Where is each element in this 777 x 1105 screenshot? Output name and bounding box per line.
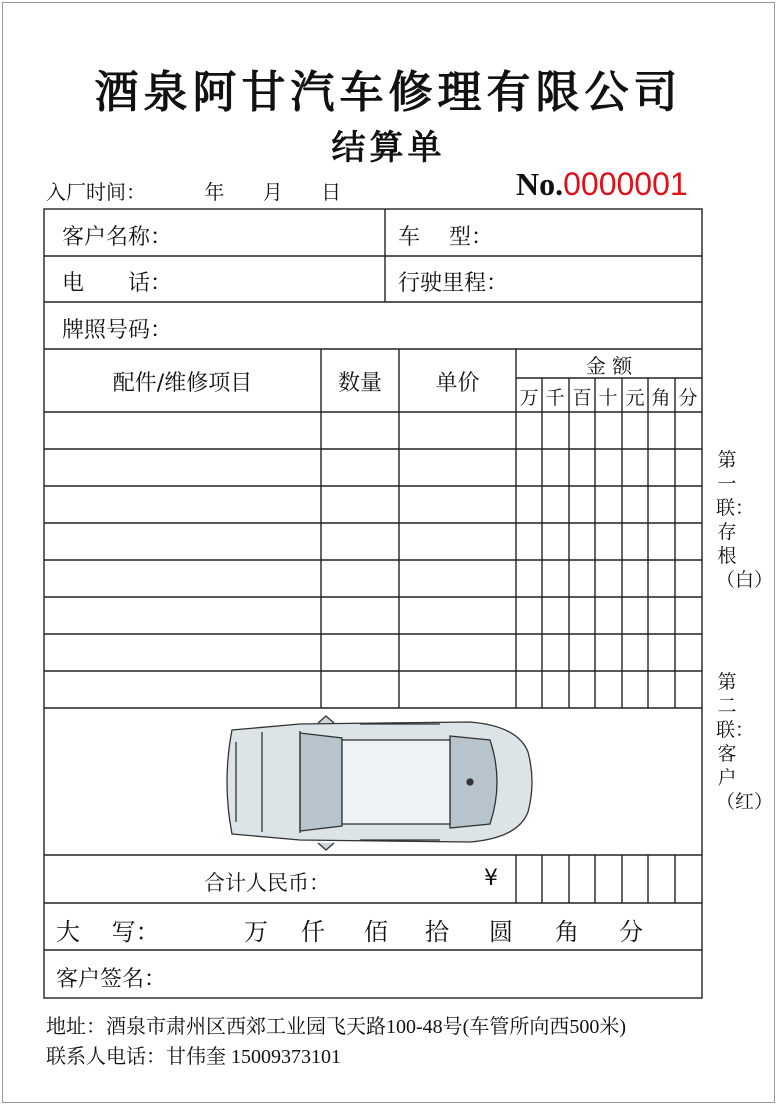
- doc-no-value: 0000001: [563, 166, 688, 202]
- document-title: 结算单: [331, 128, 446, 168]
- side-copy-first: 第一联：存根（白）: [716, 449, 774, 591]
- plate-label: 牌照号码：: [62, 318, 173, 343]
- entry-month: 月: [262, 180, 283, 204]
- side-copy-second: 第二联：客户（红）: [716, 671, 774, 813]
- currency-symbol: ¥: [484, 866, 498, 891]
- car-model-label: 车 型：: [398, 225, 493, 250]
- amount-column-header: 金 额: [585, 354, 633, 378]
- capital-unit-yuan: 圆: [489, 918, 513, 946]
- capital-unit-wan: 万: [244, 918, 268, 946]
- digit-qian: 千: [545, 387, 565, 409]
- entry-year: 年: [204, 180, 225, 204]
- capital-unit-fen: 分: [619, 918, 643, 946]
- item-column-header: 配件/维修项目: [112, 371, 253, 396]
- digit-wan: 万: [519, 387, 539, 409]
- entry-day: 日: [321, 180, 342, 204]
- digit-shi: 十: [598, 387, 618, 409]
- price-column-header: 单价: [435, 371, 480, 396]
- signature-label: 客户签名：: [56, 967, 167, 992]
- capital-unit-jiao: 角: [555, 918, 579, 946]
- capital-label: 大 写：: [56, 918, 160, 946]
- footer-address: 地址：酒泉市肃州区西郊工业园飞天路100-48号(车管所向西500米): [46, 1016, 626, 1038]
- digit-fen: 分: [678, 387, 698, 409]
- footer-contact: 联系人电话：甘伟奎 15009373101: [46, 1046, 341, 1068]
- doc-no-prefix: No.: [516, 166, 564, 202]
- total-label: 合计人民币：: [204, 871, 330, 895]
- customer-name-label: 客户名称：: [62, 225, 173, 250]
- company-name: 酒泉阿甘汽车修理有限公司: [94, 67, 683, 118]
- capital-unit-qian: 仟: [301, 918, 325, 946]
- capital-unit-bai: 佰: [364, 918, 388, 946]
- digit-yuan: 元: [625, 387, 645, 409]
- mileage-label: 行驶里程：: [398, 271, 509, 296]
- digit-jiao: 角: [651, 387, 671, 409]
- digit-bai: 百: [572, 387, 592, 409]
- phone-label: 电 话：: [62, 271, 173, 296]
- qty-column-header: 数量: [337, 371, 382, 396]
- capital-unit-shi: 拾: [425, 918, 449, 946]
- entry-time-label: 入厂时间：: [46, 180, 146, 204]
- car-icon: [227, 716, 532, 850]
